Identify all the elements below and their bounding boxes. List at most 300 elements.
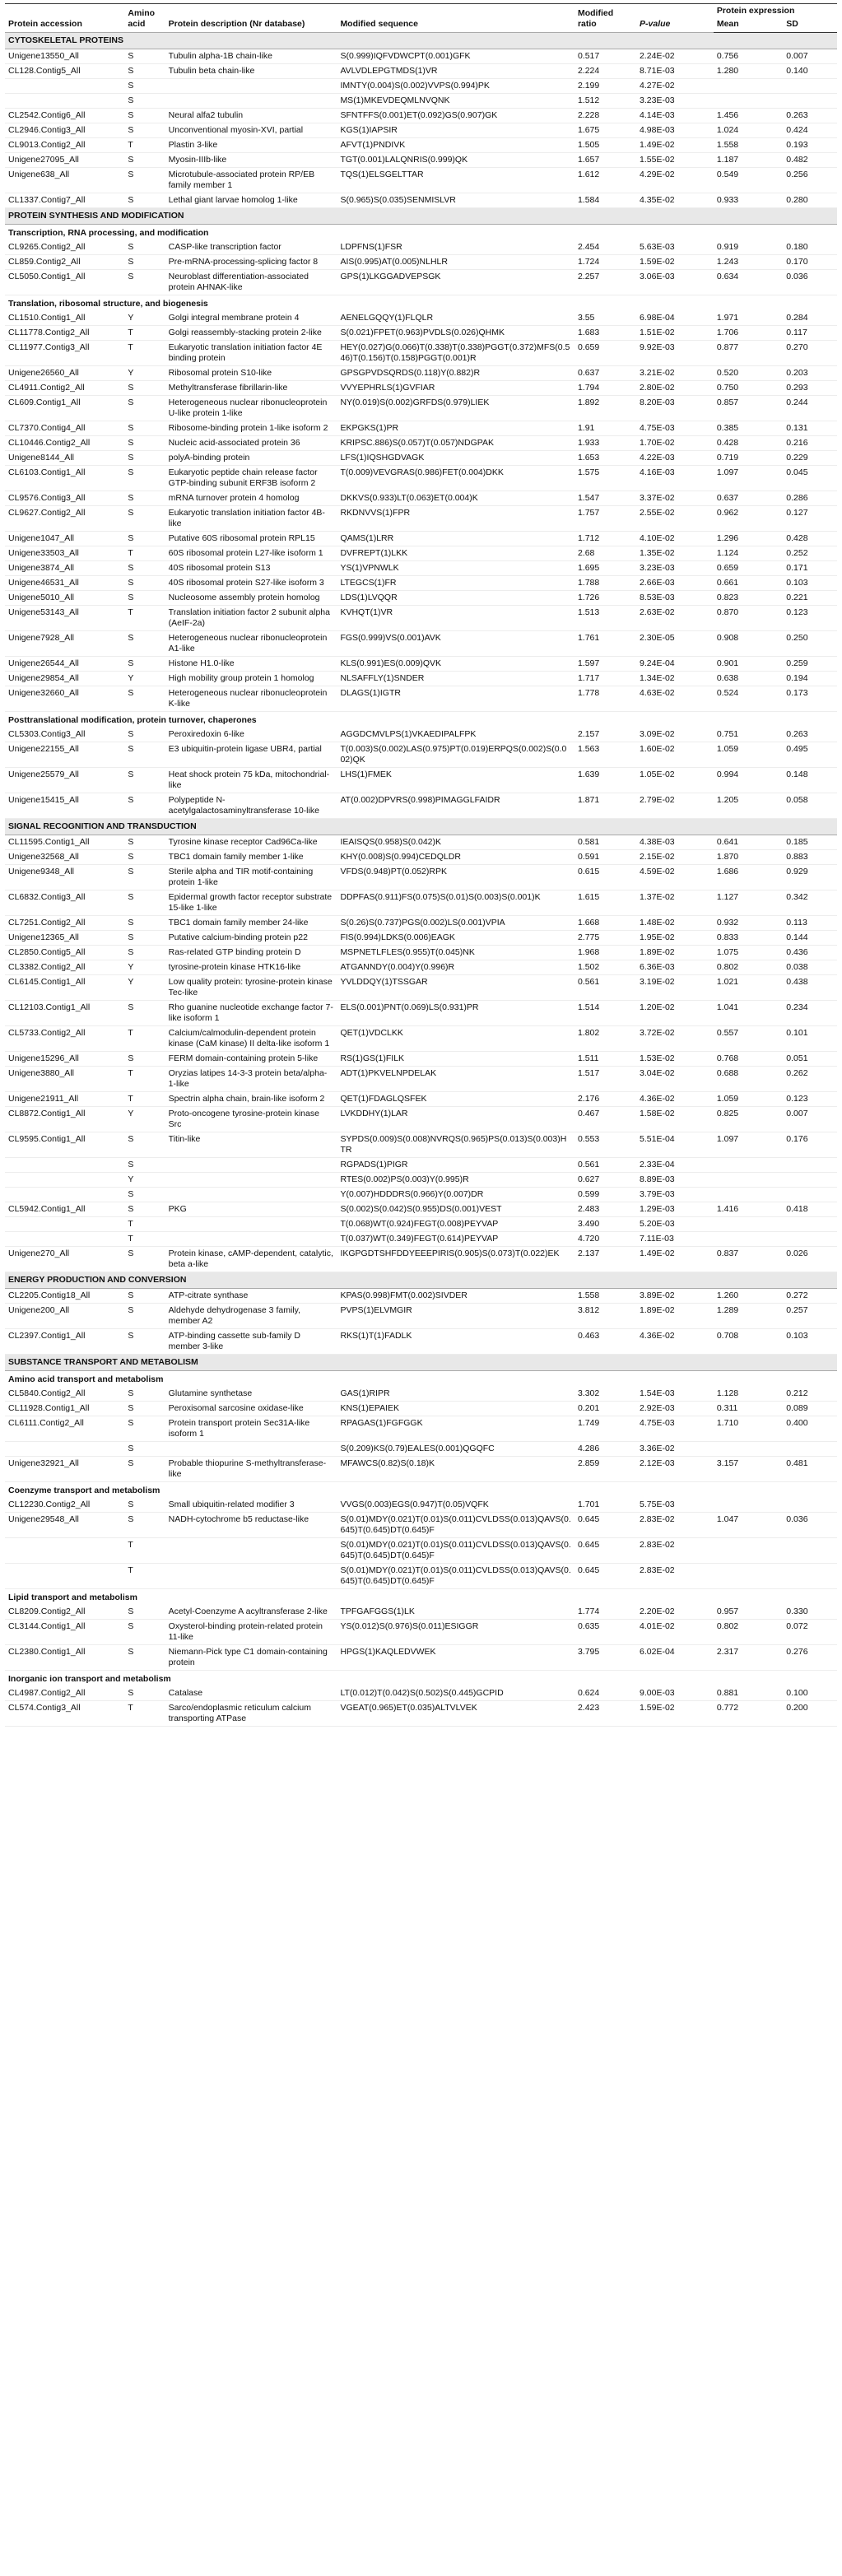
sequence-cell: S(0.01)MDY(0.021)T(0.01)S(0.011)CVLDSS(0.013)QAVS(0.645)T(0.645)DT(0.645)F	[337, 1538, 575, 1564]
pvalue-cell: 3.23E-03	[636, 94, 714, 109]
pvalue-cell: 1.89E-02	[636, 1304, 714, 1329]
amino-acid-cell: Y	[124, 672, 165, 686]
table-row	[5, 742, 837, 768]
sd-cell: 0.257	[783, 1304, 837, 1329]
ratio-cell: 2.859	[575, 1457, 636, 1482]
pvalue-cell: 4.75E-03	[636, 421, 714, 436]
sequence-cell: GPS(1)LKGGADVEPSGK	[337, 270, 575, 295]
description-cell: Ras-related GTP binding protein D	[165, 946, 337, 960]
sequence-cell: T(0.009)VEVGRAS(0.986)FET(0.004)DKK	[337, 466, 575, 491]
sd-cell: 0.127	[783, 506, 837, 532]
description-cell: Tyrosine kinase receptor Cad96Ca-like	[165, 835, 337, 850]
mean-cell: 0.756	[714, 49, 783, 64]
mean-cell: 0.719	[714, 451, 783, 466]
description-cell: Glutamine synthetase	[165, 1387, 337, 1402]
sd-cell: 0.103	[783, 1329, 837, 1355]
ratio-cell: 1.91	[575, 421, 636, 436]
sd-cell: 0.929	[783, 865, 837, 890]
accession-cell: Unigene638_All	[5, 168, 124, 193]
pvalue-cell: 4.36E-02	[636, 1092, 714, 1107]
sequence-cell: KHY(0.008)S(0.994)CEDQLDR	[337, 850, 575, 865]
sequence-cell: LT(0.012)T(0.042)S(0.502)S(0.445)GCPID	[337, 1686, 575, 1701]
amino-acid-cell: Y	[124, 1107, 165, 1132]
sd-cell: 0.276	[783, 1645, 837, 1671]
mean-cell: 0.802	[714, 960, 783, 975]
sequence-cell: LFS(1)IQSHGDVAGK	[337, 451, 575, 466]
sd-cell: 0.263	[783, 728, 837, 742]
sd-cell: 0.216	[783, 436, 837, 451]
pvalue-cell: 4.38E-03	[636, 835, 714, 850]
pvalue-cell: 1.37E-02	[636, 890, 714, 916]
sequence-cell: S(0.209)KS(0.79)EALES(0.001)QGQFC	[337, 1442, 575, 1457]
description-cell: Eukaryotic translation initiation factor 4E binding protein	[165, 341, 337, 366]
accession-cell: CL11977.Contig3_All	[5, 341, 124, 366]
pvalue-cell: 2.83E-02	[636, 1538, 714, 1564]
sequence-cell: IEAISQS(0.958)S(0.042)K	[337, 835, 575, 850]
accession-cell: Unigene8144_All	[5, 451, 124, 466]
ratio-cell: 1.683	[575, 326, 636, 341]
amino-acid-cell: S	[124, 1329, 165, 1355]
table-row	[5, 576, 837, 591]
sd-cell	[783, 79, 837, 94]
ratio-cell: 1.675	[575, 123, 636, 138]
mean-cell	[714, 1217, 783, 1232]
sequence-cell: MFAWCS(0.82)S(0.18)K	[337, 1457, 575, 1482]
sequence-cell: S(0.26)S(0.737)PGS(0.002)LS(0.001)VPIA	[337, 916, 575, 931]
table-row	[5, 168, 837, 193]
ratio-cell: 0.659	[575, 341, 636, 366]
pvalue-cell: 3.36E-02	[636, 1442, 714, 1457]
pvalue-cell: 2.33E-04	[636, 1158, 714, 1173]
amino-acid-cell: S	[124, 1457, 165, 1482]
pvalue-cell: 3.04E-02	[636, 1067, 714, 1092]
accession-cell: CL5840.Contig2_All	[5, 1387, 124, 1402]
pvalue-cell: 2.80E-02	[636, 381, 714, 396]
amino-acid-cell: S	[124, 1416, 165, 1442]
amino-acid-cell: S	[124, 890, 165, 916]
ratio-cell: 1.933	[575, 436, 636, 451]
sequence-cell: RTES(0.002)PS(0.003)Y(0.995)R	[337, 1173, 575, 1188]
description-cell: Aldehyde dehydrogenase 3 family, member A2	[165, 1304, 337, 1329]
accession-cell: CL3144.Contig1_All	[5, 1620, 124, 1645]
sequence-cell: VFDS(0.948)PT(0.052)RPK	[337, 865, 575, 890]
ratio-cell: 3.302	[575, 1387, 636, 1402]
sd-cell: 0.481	[783, 1457, 837, 1482]
description-cell: Peroxiredoxin 6-like	[165, 728, 337, 742]
sequence-cell: S(0.999)IQFVDWCPT(0.001)GFK	[337, 49, 575, 64]
amino-acid-cell: S	[124, 768, 165, 793]
description-cell: E3 ubiquitin-protein ligase UBR4, partial	[165, 742, 337, 768]
sd-cell	[783, 1232, 837, 1247]
sd-cell: 0.400	[783, 1416, 837, 1442]
accession-cell: Unigene27095_All	[5, 153, 124, 168]
amino-acid-cell: S	[124, 1001, 165, 1026]
ratio-cell: 4.720	[575, 1232, 636, 1247]
mean-cell: 0.825	[714, 1107, 783, 1132]
table-row	[5, 466, 837, 491]
table-row	[5, 1289, 837, 1304]
accession-cell	[5, 1564, 124, 1589]
subsection-header	[5, 1371, 837, 1388]
pvalue-cell: 2.63E-02	[636, 606, 714, 631]
accession-cell: CL2542.Contig6_All	[5, 109, 124, 123]
sd-cell: 0.438	[783, 975, 837, 1001]
description-cell: Sarco/endoplasmic reticulum calcium transporting ATPase	[165, 1701, 337, 1727]
accession-cell: Unigene200_All	[5, 1304, 124, 1329]
pvalue-cell: 2.79E-02	[636, 793, 714, 819]
amino-acid-cell: S	[124, 270, 165, 295]
description-cell: Plastin 3-like	[165, 138, 337, 153]
amino-acid-cell: T	[124, 1092, 165, 1107]
sequence-cell: EKPGKS(1)PR	[337, 421, 575, 436]
section-title: CYTOSKELETAL PROTEINS	[5, 33, 837, 49]
ratio-cell: 1.774	[575, 1605, 636, 1620]
accession-cell: CL574.Contig3_All	[5, 1701, 124, 1727]
pvalue-cell: 3.37E-02	[636, 491, 714, 506]
ratio-cell: 1.871	[575, 793, 636, 819]
description-cell: NADH-cytochrome b5 reductase-like	[165, 1513, 337, 1538]
sd-cell	[783, 1442, 837, 1457]
table-row	[5, 1202, 837, 1217]
description-cell: Nucleic acid-associated protein 36	[165, 436, 337, 451]
pvalue-cell: 3.06E-03	[636, 270, 714, 295]
table-row	[5, 381, 837, 396]
accession-cell: CL9595.Contig1_All	[5, 1132, 124, 1158]
ratio-cell: 2.483	[575, 1202, 636, 1217]
sd-cell: 0.883	[783, 850, 837, 865]
table-row	[5, 366, 837, 381]
ratio-cell: 1.584	[575, 193, 636, 208]
accession-cell	[5, 94, 124, 109]
sequence-cell: HPGS(1)KAQLEDVWEK	[337, 1645, 575, 1671]
description-cell: Eukaryotic peptide chain release factor GTP-binding subunit ERF3B isoform 2	[165, 466, 337, 491]
subsection-title: Amino acid transport and metabolism	[8, 1374, 164, 1384]
sequence-cell: PVPS(1)ELVMGIR	[337, 1304, 575, 1329]
table-row	[5, 1132, 837, 1158]
mean-cell: 1.021	[714, 975, 783, 1001]
description-cell: Ribosomal protein S10-like	[165, 366, 337, 381]
sequence-cell: GPSGPVDSQRDS(0.118)Y(0.882)R	[337, 366, 575, 381]
table-row	[5, 865, 837, 890]
description-cell: Low quality protein: tyrosine-protein kinase Tec-like	[165, 975, 337, 1001]
amino-acid-cell: S	[124, 1052, 165, 1067]
amino-acid-cell: T	[124, 1564, 165, 1589]
ratio-cell: 0.581	[575, 835, 636, 850]
pvalue-cell: 2.83E-02	[636, 1513, 714, 1538]
description-cell: Epidermal growth factor receptor substrate 15-like 1-like	[165, 890, 337, 916]
sequence-cell: LDPFNS(1)FSR	[337, 240, 575, 255]
mean-cell: 1.059	[714, 1092, 783, 1107]
col-header-description: Protein description (Nr database)	[165, 4, 337, 33]
ratio-cell: 1.892	[575, 396, 636, 421]
accession-cell	[5, 1173, 124, 1188]
description-cell: Putative 60S ribosomal protein RPL15	[165, 532, 337, 546]
ratio-cell: 1.612	[575, 168, 636, 193]
table-row	[5, 1173, 837, 1188]
sd-cell: 0.482	[783, 153, 837, 168]
accession-cell: CL2205.Contig18_All	[5, 1289, 124, 1304]
sequence-cell: DDPFAS(0.911)FS(0.075)S(0.01)S(0.003)S(0.001)K	[337, 890, 575, 916]
sd-cell	[783, 1564, 837, 1589]
pvalue-cell: 1.54E-03	[636, 1387, 714, 1402]
ratio-cell: 0.637	[575, 366, 636, 381]
pvalue-cell: 2.92E-03	[636, 1402, 714, 1416]
accession-cell: CL609.Contig1_All	[5, 396, 124, 421]
accession-cell: Unigene53143_All	[5, 606, 124, 631]
sequence-cell: RGPADS(1)PIGR	[337, 1158, 575, 1173]
accession-cell	[5, 1188, 124, 1202]
mean-cell: 0.311	[714, 1402, 783, 1416]
mean-cell: 0.768	[714, 1052, 783, 1067]
sequence-cell: NLSAFFLY(1)SNDER	[337, 672, 575, 686]
sequence-cell: IKGPGDTSHFDDYEEEPIRIS(0.905)S(0.073)T(0.022)EK	[337, 1247, 575, 1272]
sequence-cell: VGEAT(0.965)ET(0.035)ALTVLVEK	[337, 1701, 575, 1727]
sd-cell: 0.173	[783, 686, 837, 712]
mean-cell: 1.187	[714, 153, 783, 168]
ratio-cell: 0.517	[575, 49, 636, 64]
amino-acid-cell: S	[124, 153, 165, 168]
description-cell: Eukaryotic translation initiation factor 4B-like	[165, 506, 337, 532]
description-cell: Protein transport protein Sec31A-like isoform 1	[165, 1416, 337, 1442]
table-row	[5, 1026, 837, 1052]
mean-cell	[714, 1498, 783, 1513]
ratio-cell: 1.749	[575, 1416, 636, 1442]
sd-cell: 0.193	[783, 138, 837, 153]
sd-cell: 0.495	[783, 742, 837, 768]
sequence-cell: AIS(0.995)AT(0.005)NLHLR	[337, 255, 575, 270]
mean-cell: 1.127	[714, 890, 783, 916]
description-cell	[165, 94, 337, 109]
mean-cell: 0.833	[714, 931, 783, 946]
sd-cell: 0.123	[783, 606, 837, 631]
table-row	[5, 396, 837, 421]
pvalue-cell: 6.36E-03	[636, 960, 714, 975]
accession-cell: Unigene29854_All	[5, 672, 124, 686]
sd-cell: 0.250	[783, 631, 837, 657]
amino-acid-cell: S	[124, 793, 165, 819]
ratio-cell: 1.653	[575, 451, 636, 466]
amino-acid-cell: S	[124, 436, 165, 451]
subsection-title: Lipid transport and metabolism	[8, 1593, 137, 1602]
mean-cell: 3.157	[714, 1457, 783, 1482]
amino-acid-cell: T	[124, 1232, 165, 1247]
description-cell: TBC1 domain family member 1-like	[165, 850, 337, 865]
ratio-cell: 2.157	[575, 728, 636, 742]
amino-acid-cell: T	[124, 138, 165, 153]
description-cell	[165, 1232, 337, 1247]
sd-cell: 0.176	[783, 1132, 837, 1158]
accession-cell: Unigene46531_All	[5, 576, 124, 591]
sequence-cell: ADT(1)PKVELNPDELAK	[337, 1067, 575, 1092]
subsection-title: Inorganic ion transport and metabolism	[8, 1674, 171, 1684]
amino-acid-cell: S	[124, 1158, 165, 1173]
accession-cell: Unigene12365_All	[5, 931, 124, 946]
amino-acid-cell: S	[124, 946, 165, 960]
col-header-mean: Mean	[714, 19, 783, 33]
col-header-sequence: Modified sequence	[337, 4, 575, 33]
subsection-header	[5, 1482, 837, 1499]
amino-acid-cell: S	[124, 865, 165, 890]
table-row	[5, 1416, 837, 1442]
section-header	[5, 208, 837, 225]
pvalue-cell: 1.05E-02	[636, 768, 714, 793]
amino-acid-cell: S	[124, 591, 165, 606]
sequence-cell: ELS(0.001)PNT(0.069)LS(0.931)PR	[337, 1001, 575, 1026]
col-header-expression: Protein expression	[714, 4, 837, 20]
mean-cell: 0.908	[714, 631, 783, 657]
amino-acid-cell: S	[124, 631, 165, 657]
pvalue-cell: 2.66E-03	[636, 576, 714, 591]
accession-cell: CL9013.Contig2_All	[5, 138, 124, 153]
pvalue-cell: 4.35E-02	[636, 193, 714, 208]
description-cell: Neural alfa2 tubulin	[165, 109, 337, 123]
pvalue-cell: 2.55E-02	[636, 506, 714, 532]
table-row	[5, 1217, 837, 1232]
table-row	[5, 491, 837, 506]
ratio-cell: 0.591	[575, 850, 636, 865]
description-cell	[165, 79, 337, 94]
sequence-cell: LTEGCS(1)FR	[337, 576, 575, 591]
mean-cell: 0.688	[714, 1067, 783, 1092]
mean-cell: 1.128	[714, 1387, 783, 1402]
ratio-cell: 1.778	[575, 686, 636, 712]
table-row	[5, 793, 837, 819]
mean-cell: 0.641	[714, 835, 783, 850]
mean-cell: 0.557	[714, 1026, 783, 1052]
amino-acid-cell: S	[124, 657, 165, 672]
table-row	[5, 561, 837, 576]
ratio-cell: 1.547	[575, 491, 636, 506]
accession-cell: CL5942.Contig1_All	[5, 1202, 124, 1217]
sd-cell: 0.007	[783, 49, 837, 64]
description-cell: Golgi reassembly-stacking protein 2-like	[165, 326, 337, 341]
sd-cell: 0.038	[783, 960, 837, 975]
col-header-accession: Protein accession	[5, 4, 124, 33]
mean-cell: 1.456	[714, 109, 783, 123]
sequence-cell: ATGANNDY(0.004)Y(0.996)R	[337, 960, 575, 975]
mean-cell: 0.933	[714, 193, 783, 208]
ratio-cell: 1.802	[575, 1026, 636, 1052]
table-row	[5, 421, 837, 436]
pvalue-cell: 6.02E-04	[636, 1645, 714, 1671]
sd-cell: 0.270	[783, 341, 837, 366]
pvalue-cell: 1.89E-02	[636, 946, 714, 960]
mean-cell: 0.870	[714, 606, 783, 631]
amino-acid-cell: S	[124, 686, 165, 712]
description-cell: tyrosine-protein kinase HTK16-like	[165, 960, 337, 975]
pvalue-cell: 1.59E-02	[636, 1701, 714, 1727]
pvalue-cell: 9.00E-03	[636, 1686, 714, 1701]
amino-acid-cell: S	[124, 168, 165, 193]
amino-acid-cell: S	[124, 491, 165, 506]
amino-acid-cell: S	[124, 1202, 165, 1217]
sequence-cell: YS(1)VPNWLK	[337, 561, 575, 576]
accession-cell: Unigene32921_All	[5, 1457, 124, 1482]
mean-cell	[714, 1173, 783, 1188]
mean-cell: 1.296	[714, 532, 783, 546]
pvalue-cell: 8.71E-03	[636, 64, 714, 79]
ratio-cell: 1.639	[575, 768, 636, 793]
table-row	[5, 768, 837, 793]
description-cell: Proto-oncogene tyrosine-protein kinase Src	[165, 1107, 337, 1132]
ratio-cell: 1.761	[575, 631, 636, 657]
table-row	[5, 49, 837, 64]
mean-cell: 0.802	[714, 1620, 783, 1645]
sequence-cell: FIS(0.994)LDKS(0.006)EAGK	[337, 931, 575, 946]
accession-cell: CL8209.Contig2_All	[5, 1605, 124, 1620]
amino-acid-cell: T	[124, 326, 165, 341]
pvalue-cell: 9.24E-04	[636, 657, 714, 672]
sd-cell: 0.229	[783, 451, 837, 466]
sd-cell: 0.171	[783, 561, 837, 576]
sd-cell: 0.280	[783, 193, 837, 208]
table-row	[5, 1645, 837, 1671]
amino-acid-cell: S	[124, 109, 165, 123]
table-row	[5, 1247, 837, 1272]
amino-acid-cell: S	[124, 1247, 165, 1272]
sequence-cell: YS(0.012)S(0.976)S(0.011)ESIGGR	[337, 1620, 575, 1645]
sequence-cell: DVFREPT(1)LKK	[337, 546, 575, 561]
sd-cell: 0.284	[783, 311, 837, 326]
pvalue-cell: 4.63E-02	[636, 686, 714, 712]
sd-cell: 0.148	[783, 768, 837, 793]
mean-cell: 0.661	[714, 576, 783, 591]
table-row	[5, 506, 837, 532]
col-header-pvalue: P-value	[636, 4, 714, 33]
mean-cell: 1.280	[714, 64, 783, 79]
mean-cell: 0.637	[714, 491, 783, 506]
mean-cell	[714, 1232, 783, 1247]
mean-cell: 0.520	[714, 366, 783, 381]
amino-acid-cell: S	[124, 532, 165, 546]
accession-cell: CL11778.Contig2_All	[5, 326, 124, 341]
description-cell: Unconventional myosin-XVI, partial	[165, 123, 337, 138]
subsection-header	[5, 1671, 837, 1687]
table-row	[5, 946, 837, 960]
ratio-cell: 0.645	[575, 1513, 636, 1538]
section-header	[5, 819, 837, 835]
accession-cell: Unigene9348_All	[5, 865, 124, 890]
pvalue-cell: 5.75E-03	[636, 1498, 714, 1513]
table-row	[5, 1188, 837, 1202]
accession-cell: CL4911.Contig2_All	[5, 381, 124, 396]
subsection-header	[5, 712, 837, 728]
accession-cell: CL1510.Contig1_All	[5, 311, 124, 326]
mean-cell: 1.124	[714, 546, 783, 561]
sequence-cell: FGS(0.999)VS(0.001)AVK	[337, 631, 575, 657]
accession-cell: CL6111.Contig2_All	[5, 1416, 124, 1442]
mean-cell: 0.549	[714, 168, 783, 193]
col-header-sd: SD	[783, 19, 837, 33]
sequence-cell: TQS(1)ELSGELTTAR	[337, 168, 575, 193]
accession-cell: CL4987.Contig2_All	[5, 1686, 124, 1701]
sequence-cell: T(0.037)WT(0.349)FEGT(0.614)PEYVAP	[337, 1232, 575, 1247]
ratio-cell: 0.645	[575, 1564, 636, 1589]
ratio-cell: 1.513	[575, 606, 636, 631]
sequence-cell: DLAGS(1)IGTR	[337, 686, 575, 712]
mean-cell: 0.385	[714, 421, 783, 436]
description-cell: TBC1 domain family member 24-like	[165, 916, 337, 931]
ratio-cell: 1.794	[575, 381, 636, 396]
mean-cell: 1.243	[714, 255, 783, 270]
table-row	[5, 193, 837, 208]
description-cell: Titin-like	[165, 1132, 337, 1158]
mean-cell	[714, 1188, 783, 1202]
amino-acid-cell: S	[124, 916, 165, 931]
mean-cell: 0.659	[714, 561, 783, 576]
accession-cell: CL12103.Contig1_All	[5, 1001, 124, 1026]
table-row	[5, 1442, 837, 1457]
